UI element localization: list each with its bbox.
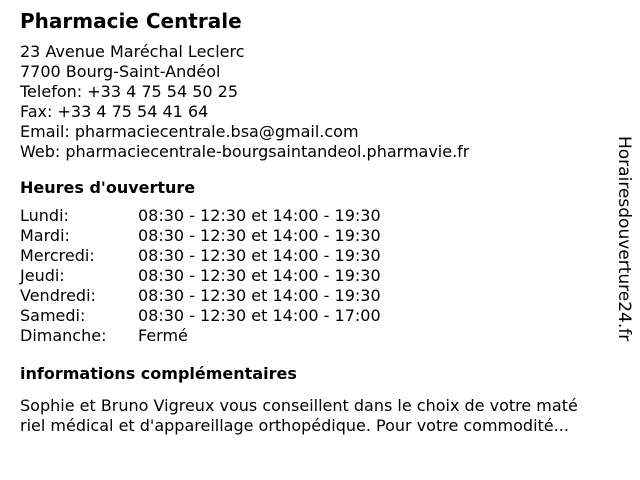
page-title: Pharmacie Centrale <box>20 9 242 33</box>
hours-row <box>20 206 615 226</box>
hours-day: Dimanche: <box>20 326 107 345</box>
hours-day: Samedi: <box>20 306 86 325</box>
info-line: Sophie et Bruno Vigreux vous conseillent dans le choix de votre maté <box>20 396 578 415</box>
hours-time: 08:30 - 12:30 et 14:00 - 19:30 <box>138 266 381 285</box>
hours-row <box>20 306 615 326</box>
info-heading: informations complémentaires <box>20 364 297 383</box>
hours-time: 08:30 - 12:30 et 14:00 - 17:00 <box>138 306 381 325</box>
hours-time: 08:30 - 12:30 et 14:00 - 19:30 <box>138 206 381 225</box>
hours-row <box>20 246 615 266</box>
hours-time: 08:30 - 12:30 et 14:00 - 19:30 <box>138 246 381 265</box>
hours-time: Fermé <box>138 326 188 345</box>
hours-day: Mercredi: <box>20 246 95 265</box>
address-line-city: 7700 Bourg-Saint-Andéol <box>20 62 221 81</box>
hours-heading: Heures d'ouverture <box>20 178 196 197</box>
fax-number: Fax: +33 4 75 54 41 64 <box>20 102 209 121</box>
hours-day: Jeudi: <box>20 266 65 285</box>
hours-table <box>20 206 615 346</box>
hours-row <box>20 266 615 286</box>
hours-time: 08:30 - 12:30 et 14:00 - 19:30 <box>138 226 381 245</box>
watermark-text: Horairesdouverture24.fr <box>614 136 634 342</box>
contact-block <box>20 42 615 162</box>
info-line: riel médical et d'appareillage orthopédique. Pour votre commodité... <box>20 416 569 435</box>
watermark <box>612 136 636 372</box>
pharmacy-card <box>20 8 615 436</box>
phone-number: Telefon: +33 4 75 54 50 25 <box>20 82 239 101</box>
hours-day: Lundi: <box>20 206 69 225</box>
hours-row <box>20 326 615 346</box>
hours-day: Vendredi: <box>20 286 96 305</box>
info-text <box>20 396 615 436</box>
address-line-street: 23 Avenue Maréchal Leclerc <box>20 42 245 61</box>
website-address: Web: pharmaciecentrale-bourgsaintandeol.pharmavie.fr <box>20 142 470 161</box>
hours-day: Mardi: <box>20 226 70 245</box>
hours-time: 08:30 - 12:30 et 14:00 - 19:30 <box>138 286 381 305</box>
email-address: Email: pharmaciecentrale.bsa@gmail.com <box>20 122 359 141</box>
hours-row <box>20 286 615 306</box>
hours-row <box>20 226 615 246</box>
